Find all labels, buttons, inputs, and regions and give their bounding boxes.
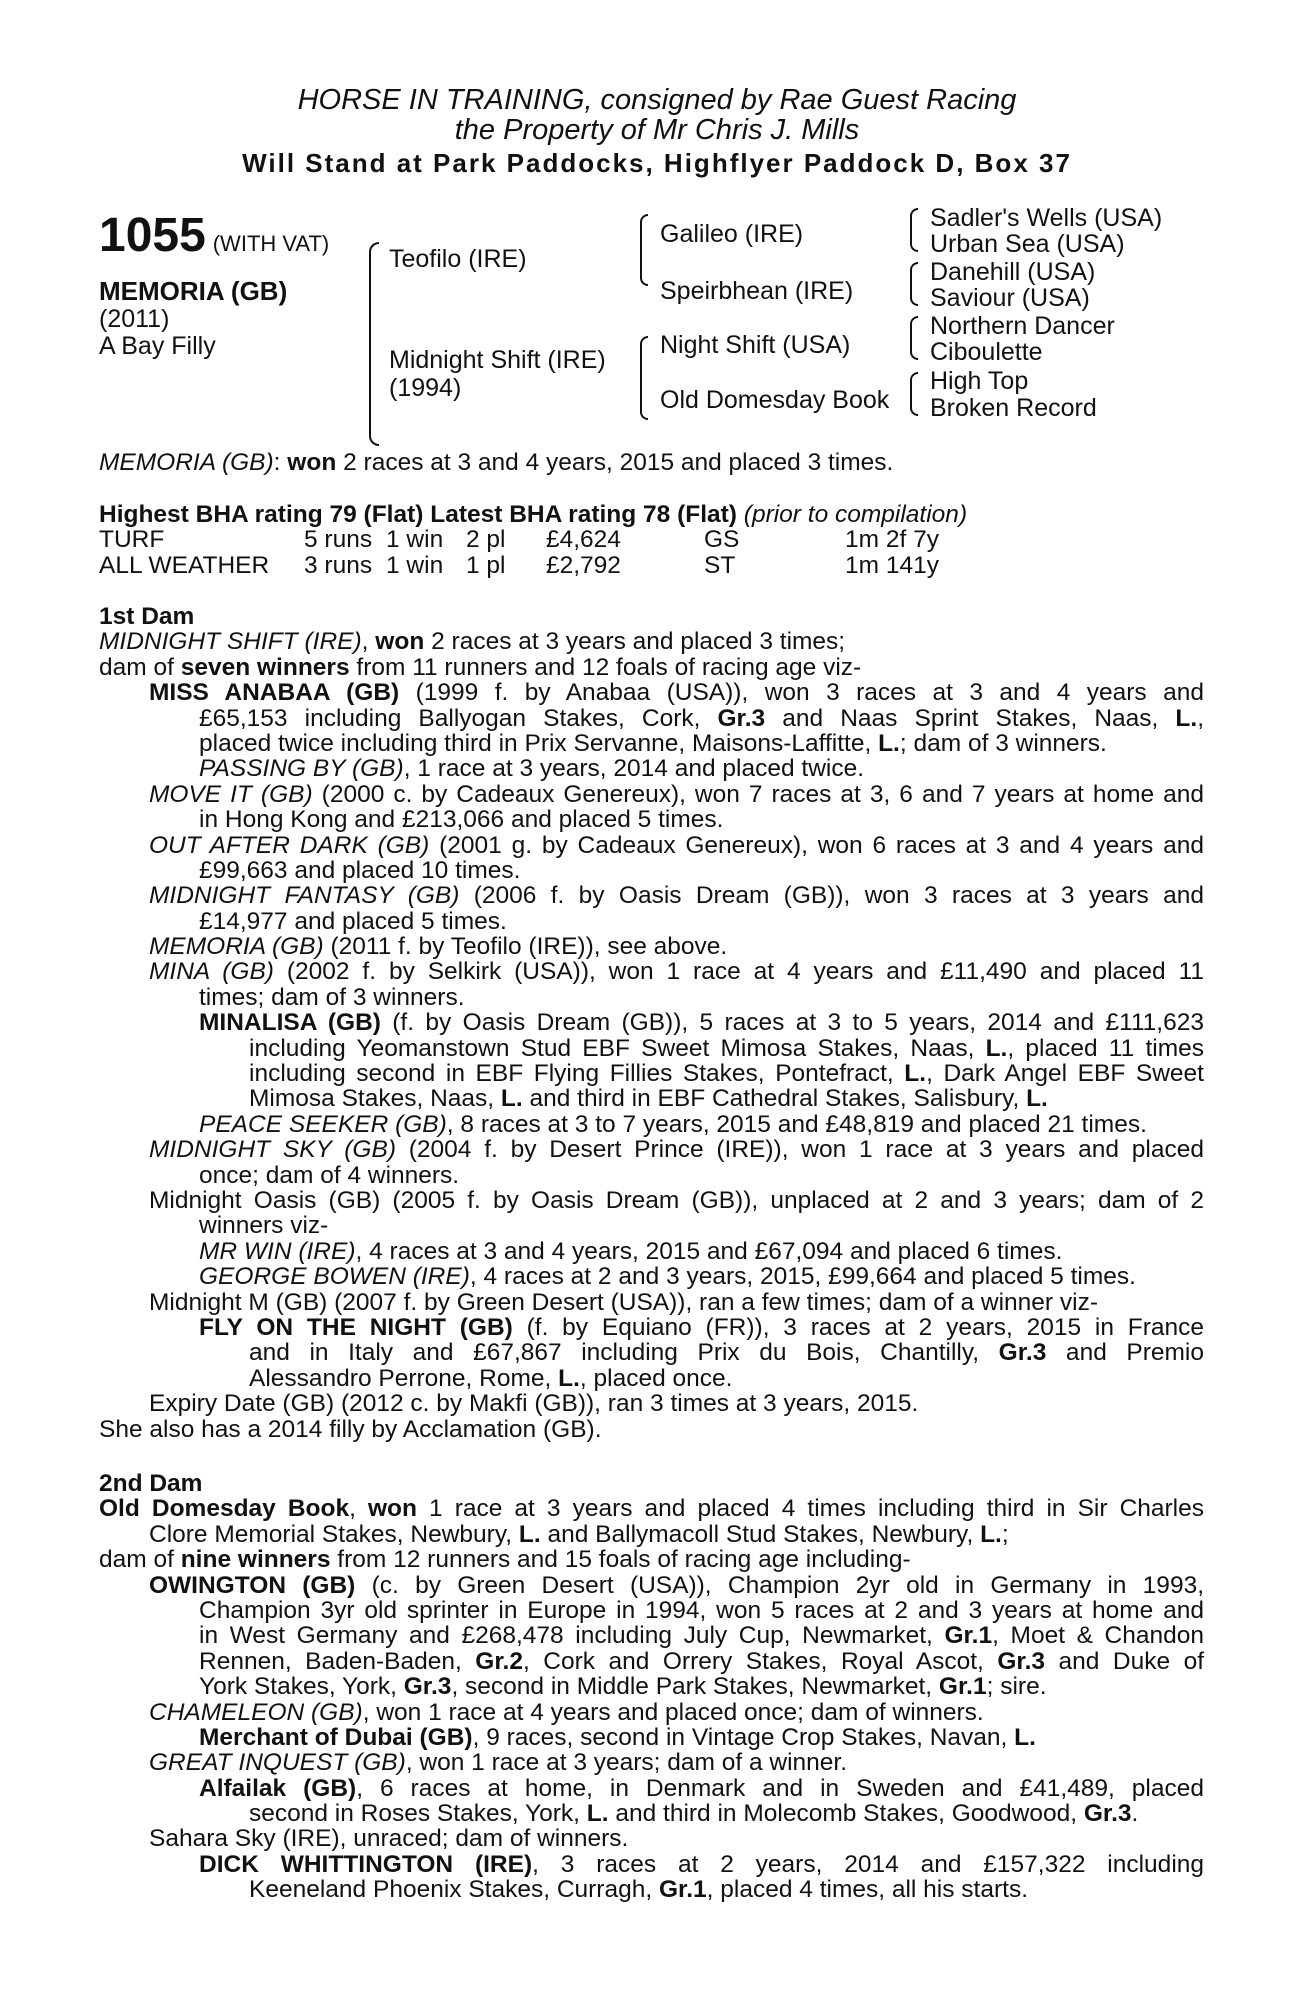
list-item: Midnight M (GB) (2007 f. by Green Desert (USA)), ran a few times; dam of a winner viz- [149,1288,1099,1316]
list-item: winners viz- [199,1212,329,1240]
list-item: in Hong Kong and £213,066 and placed 5 times. [199,806,724,834]
performance-table [99,527,939,578]
lot-vat: (WITH VAT) [212,231,330,256]
list-item: Old Domesday Book, won 1 race at 3 years and placed 4 times including third in Sir Charles [99,1495,1204,1523]
list-item: MINA (GB) (2002 f. by Selkirk (USA)), won 1 race at 4 years and £11,490 and placed 11 [149,958,1204,986]
second-dam-section [99,1471,1204,1903]
location-line: Will Stand at Park Paddocks, Highflyer Paddock D, Box 37 [242,148,1072,178]
list-item: in West Germany and £268,478 including July Cup, Newmarket, Gr.1, Moet & Chandon [199,1622,1205,1650]
section-heading: 1st Dam [99,603,195,630]
list-item: Merchant of Dubai (GB), 9 races, second in Vintage Crop Stakes, Navan, L. [199,1723,1036,1751]
dam-dam-dam: Broken Record [930,394,1097,422]
list-item: MR WIN (IRE), 4 races at 3 and 4 years, 2015 and £67,094 and placed 6 times. [199,1237,1063,1265]
sire: Teofilo (IRE) [389,245,527,273]
sire-dam-dam: Saviour (USA) [930,284,1090,312]
list-item: MIDNIGHT SHIFT (IRE), won 2 races at 3 years and placed 3 times; [99,628,846,656]
list-item: Rennen, Baden-Baden, Gr.2, Cork and Orrery Stakes, Royal Ascot, Gr.3 and Duke of [199,1647,1204,1675]
list-item: dam of nine winners from 12 runners and 15 foals of racing age including- [99,1546,911,1574]
list-item: Sahara Sky (IRE), unraced; dam of winners. [149,1825,629,1853]
list-item: Alessandro Perrone, Rome, L., placed once. [249,1364,733,1392]
dam-sire: Night Shift (USA) [660,331,851,359]
first-dam-section [99,604,1204,1442]
horse-year: (2011) [99,305,170,333]
rating-section [99,502,1204,578]
sire-dam-bracket [369,242,379,446]
pedigree-block [0,200,1314,440]
property-line: the Property of Mr Chris J. Mills [454,114,860,146]
list-item: DICK WHITTINGTON (IRE), 3 races at 2 years, 2014 and £157,322 including [199,1850,1205,1878]
list-item: times; dam of 3 winners. [199,983,465,1011]
list-item: including Yeomanstown Stud EBF Sweet Mimosa Stakes, Naas, L., placed 11 times [249,1034,1204,1062]
list-item: Expiry Date (GB) (2012 c. by Makfi (GB)), ran 3 times at 3 years, 2015. [149,1390,919,1418]
list-item: OUT AFTER DARK (GB) (2001 g. by Cadeaux Genereux), won 6 races at 3 and 4 years and [149,831,1204,859]
list-item: MOVE IT (GB) (2000 c. by Cadeaux Genereux), won 7 races at 3, 6 and 7 years at home and [149,780,1204,808]
list-item: £65,153 including Ballyogan Stakes, Cork, Gr.3 and Naas Sprint Stakes, Naas, L., [199,704,1205,732]
list-item: Champion 3yr old sprinter in Europe in 1994, won 5 races at 2 and 3 years at home and [199,1596,1204,1624]
race-summary: MEMORIA (GB): won 2 races at 3 and 4 years, 2015 and placed 3 times. [99,449,894,476]
sire-sire-sire: Sadler's Wells (USA) [930,204,1163,232]
dam-sire-sire: Northern Dancer [930,312,1115,340]
sire-sire: Galileo (IRE) [660,220,804,248]
list-item: £99,663 and placed 10 times. [199,856,521,884]
gg-bracket-4 [910,372,918,416]
list-item: York Stakes, York, Gr.3, second in Middle Park Stakes, Newmarket, Gr.1; sire. [199,1673,1047,1701]
list-item: FLY ON THE NIGHT (GB) (f. by Equiano (FR)), 3 races at 2 years, 2015 in France [199,1313,1205,1341]
table-row: ALL WEATHER 3 runs 1 win 1 pl £2,792 ST 1m 141y [99,551,939,579]
dam: Midnight Shift (IRE) [389,346,606,374]
list-item: Alfailak (GB), 6 races at home, in Denmark and in Sweden and £41,489, placed [199,1774,1204,1802]
list-item: MIDNIGHT FANTASY (GB) (2006 f. by Oasis Dream (GB)), won 3 races at 3 years and [149,882,1204,910]
list-item: MIDNIGHT SKY (GB) (2004 f. by Desert Prince (IRE)), won 1 race at 3 years and placed [149,1136,1204,1164]
dam-sire-dam: Ciboulette [930,338,1043,366]
horse-description: A Bay Filly [99,332,216,360]
list-item: OWINGTON (GB) (c. by Green Desert (USA)), Champion 2yr old in Germany in 1993, [149,1571,1204,1599]
horse-name: MEMORIA (GB) [99,276,288,306]
lot-number-line [99,210,329,262]
list-item: dam of seven winners from 11 runners and 12 foals of racing age viz- [99,653,862,681]
list-item: £14,977 and placed 5 times. [199,907,507,935]
sire-parents-bracket [640,214,648,286]
list-item: Midnight Oasis (GB) (2005 f. by Oasis Dream (GB)), unplaced at 2 and 3 years; dam of 2 [149,1186,1204,1214]
list-item: MISS ANABAA (GB) (1999 f. by Anabaa (USA)), won 3 races at 3 and 4 years and [149,679,1204,707]
dam-dam: Old Domesday Book [660,386,890,414]
list-item: placed twice including third in Prix Servanne, Maisons-Laffitte, L.; dam of 3 winners. [199,729,1107,757]
lot-number: 1055 [99,209,206,262]
list-item: Keeneland Phoenix Stakes, Curragh, Gr.1, placed 4 times, all his starts. [249,1876,1029,1904]
list-item: CHAMELEON (GB), won 1 race at 4 years and placed once; dam of winners. [149,1698,984,1726]
gg-bracket-1 [910,208,918,252]
gg-bracket-2 [910,262,918,306]
consignor-line: HORSE IN TRAINING, consigned by Rae Guest Racing [297,84,1017,116]
sire-dam-sire: Danehill (USA) [930,258,1096,286]
list-item: including second in EBF Flying Fillies Stakes, Pontefract, L., Dark Angel EBF Sweet [249,1060,1204,1088]
list-item: She also has a 2014 filly by Acclamation (GB). [99,1415,602,1443]
sire-dam: Speirbhean (IRE) [660,277,854,305]
list-item: Mimosa Stakes, Naas, L. and third in EBF Cathedral Stakes, Salisbury, L. [249,1085,1048,1113]
gg-bracket-3 [910,316,918,360]
list-item: MEMORIA (GB) (2011 f. by Teofilo (IRE)), see above. [149,933,728,961]
list-item: once; dam of 4 winners. [199,1161,460,1189]
list-item: GREAT INQUEST (GB), won 1 race at 3 years; dam of a winner. [149,1749,848,1777]
dam-year: (1994) [389,374,462,402]
dam-parents-bracket [640,336,648,420]
table-row: TURF 5 runs 1 win 2 pl £4,624 GS 1m 2f 7y [99,526,939,554]
summary-section [99,450,1204,475]
section-heading: 2nd Dam [99,1470,203,1497]
dam-dam-sire: High Top [930,367,1029,395]
list-item: PEACE SEEKER (GB), 8 races at 3 to 7 years, 2015 and £48,819 and placed 21 times. [199,1110,1147,1138]
list-item: PASSING BY (GB), 1 race at 3 years, 2014 and placed twice. [199,755,865,783]
rating-line: Highest BHA rating 79 (Flat) Latest BHA rating 78 (Flat) (prior to compilation) [99,501,968,528]
list-item: Clore Memorial Stakes, Newbury, L. and Ballymacoll Stud Stakes, Newbury, L.; [149,1520,1009,1548]
sire-sire-dam: Urban Sea (USA) [930,230,1125,258]
list-item: second in Roses Stakes, York, L. and third in Molecomb Stakes, Goodwood, Gr.3. [249,1800,1139,1828]
list-item: and in Italy and £67,867 including Prix du Bois, Chantilly, Gr.3 and Premio [249,1339,1204,1367]
list-item: GEORGE BOWEN (IRE), 4 races at 2 and 3 years, 2015, £99,664 and placed 5 times. [199,1263,1136,1291]
list-item: MINALISA (GB) (f. by Oasis Dream (GB)), 5 races at 3 to 5 years, 2014 and £111,623 [199,1009,1204,1037]
